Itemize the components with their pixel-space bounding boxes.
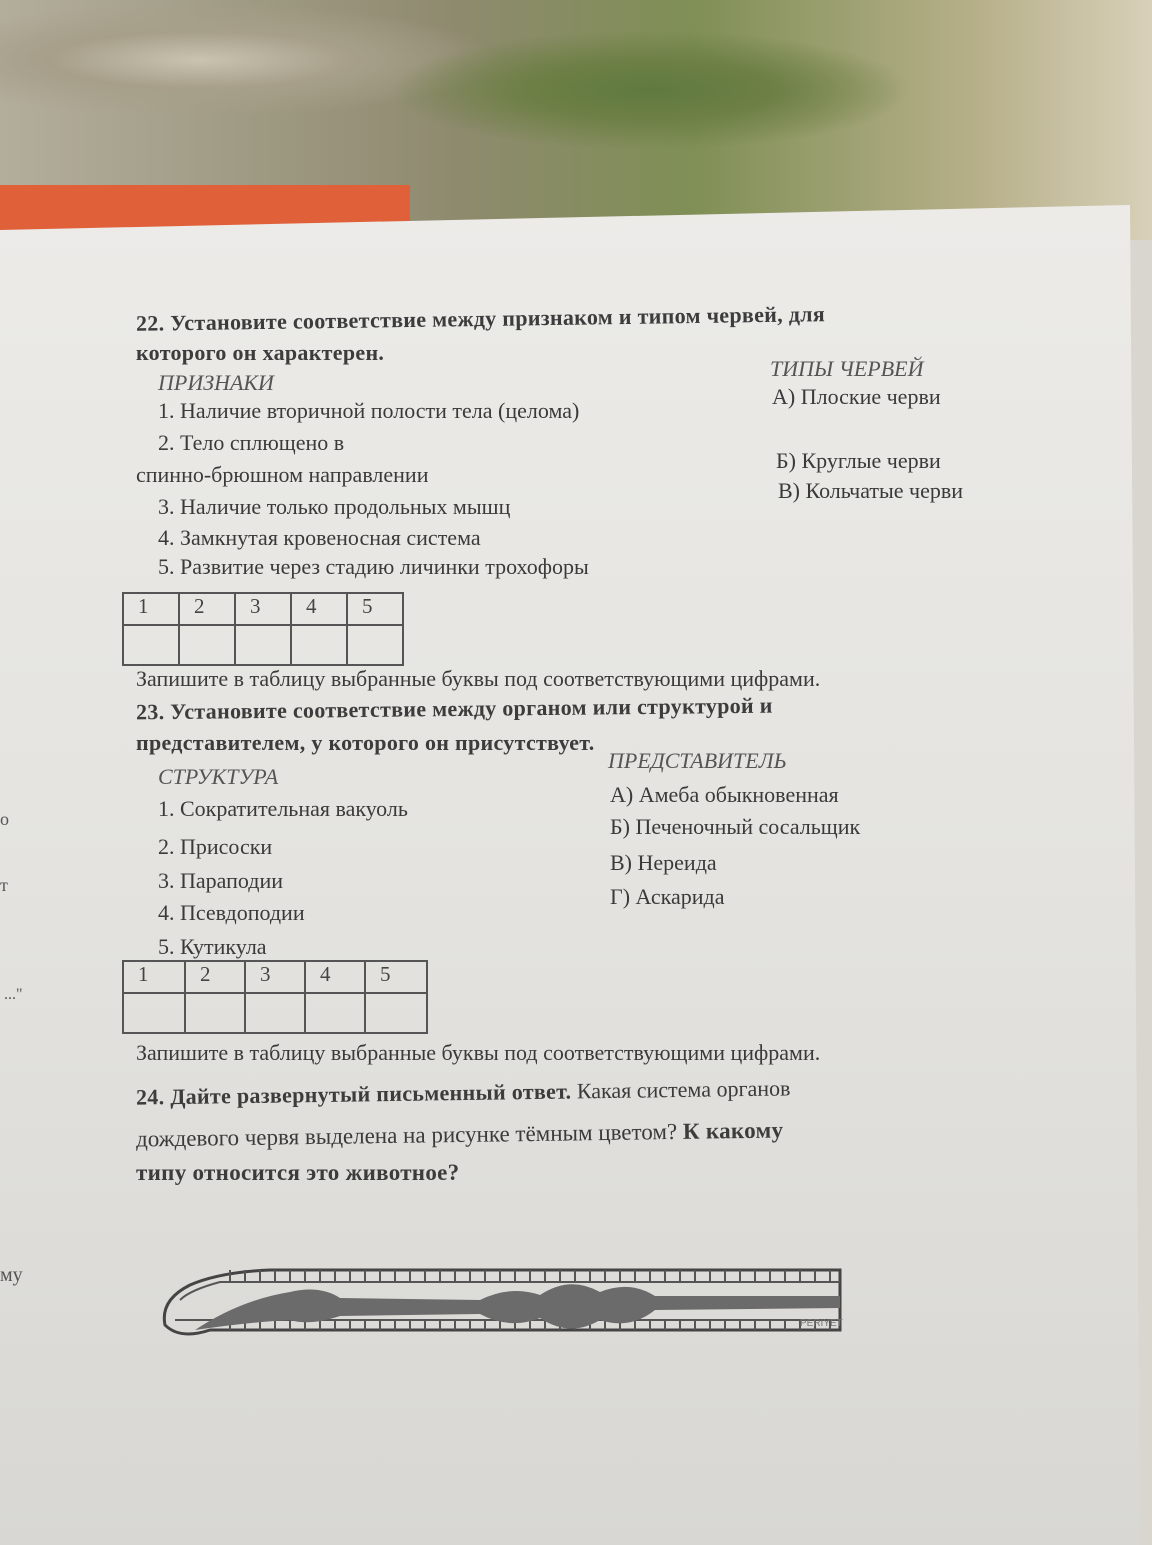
q23-instruction: Запишите в таблицу выбранные буквы под соответствующими цифрами. [136, 1040, 821, 1065]
answer-cell[interactable] [179, 625, 235, 665]
table-header-cell: 3 [235, 593, 291, 625]
q23-representative: Б) Печеночный сосальщик [610, 814, 861, 839]
q22-feature: спинно-брюшном направлении [136, 462, 429, 487]
answer-cell[interactable] [235, 625, 291, 665]
q23-structure: 3. Параподии [158, 868, 284, 893]
q22-instruction: Запишите в таблицу выбранные буквы под соответствующими цифрами. [136, 666, 821, 691]
q23-structure: 4. Псевдоподии [158, 900, 305, 925]
q22-feature: 2. Тело сплющено в [158, 430, 345, 455]
q23-structure: 2. Присоски [158, 834, 273, 859]
q22-title: 22. Установите соответствие между признаком и типом червей, для [135, 301, 826, 336]
q22-right-header: ТИПЫ ЧЕРВЕЙ [770, 356, 924, 381]
q22-feature: 5. Развитие через стадию личинки трохофоры [158, 554, 589, 579]
margin-fragment: т [0, 875, 8, 895]
q22-type: Б) Круглые черви [776, 448, 941, 473]
q23-title-cont: представителем, у которого он присутствует. [136, 730, 595, 755]
q22-answer-table [122, 592, 404, 666]
table-header-cell: 5 [365, 961, 427, 993]
q23-left-header: СТРУКТУРА [158, 764, 279, 789]
table-header-cell: 2 [179, 593, 235, 625]
earthworm-figure [150, 1230, 870, 1380]
q24-lead: 24. Дайте развернутый письменный ответ. [135, 1078, 572, 1110]
margin-fragment: му [0, 1264, 23, 1286]
table-header-cell: 4 [305, 961, 365, 993]
margin-fragment: о [0, 809, 9, 829]
answer-cell[interactable] [245, 993, 305, 1033]
q23-representative: Г) Аскарида [610, 884, 725, 909]
answer-cell[interactable] [185, 993, 245, 1033]
q24-question: дождевого червя выделена на рисунке тёмным цветом? [135, 1118, 678, 1152]
q22-type: А) Плоские черви [772, 384, 941, 409]
q22-feature: 1. Наличие вторичной полости тела (целома) [158, 398, 580, 423]
answer-cell[interactable] [305, 993, 365, 1033]
table-header-cell: 2 [185, 961, 245, 993]
answer-cell[interactable] [365, 993, 427, 1033]
q23-representative: В) Нереида [610, 850, 717, 875]
answer-cell[interactable] [291, 625, 347, 665]
answer-cell[interactable] [123, 993, 185, 1033]
table-header-cell: 3 [245, 961, 305, 993]
q24-line3: типу относится это животное? [136, 1160, 460, 1185]
q23-representative: А) Амеба обыкновенная [610, 782, 839, 807]
answer-cell[interactable] [347, 625, 403, 665]
margin-fragment: ..." [4, 986, 23, 1003]
q22-title-cont: которого он характерен. [136, 340, 385, 365]
figure-watermark: PERIYET [800, 1318, 843, 1329]
q23-right-header: ПРЕДСТАВИТЕЛЬ [608, 748, 787, 773]
q22-feature: 4. Замкнутая кровеносная система [158, 525, 481, 550]
q22-feature: 3. Наличие только продольных мышц [158, 494, 511, 519]
q23-title: 23. Установите соответствие между органом или структурой и [135, 692, 773, 725]
q23-structure: 1. Сократительная вакуоль [158, 796, 408, 821]
q22-type: В) Кольчатые черви [778, 478, 964, 503]
table-header-cell: 1 [123, 593, 179, 625]
q23-structure: 5. Кутикула [158, 934, 267, 959]
q22-left-header: ПРИЗНАКИ [158, 370, 274, 395]
table-header-cell: 4 [291, 593, 347, 625]
q24-question: Какая система органов [576, 1075, 791, 1104]
q24-question-bold: К какому [682, 1117, 784, 1144]
q23-answer-table [122, 960, 428, 1034]
table-header-cell: 1 [123, 961, 185, 993]
answer-cell[interactable] [123, 625, 179, 665]
table-header-cell: 5 [347, 593, 403, 625]
